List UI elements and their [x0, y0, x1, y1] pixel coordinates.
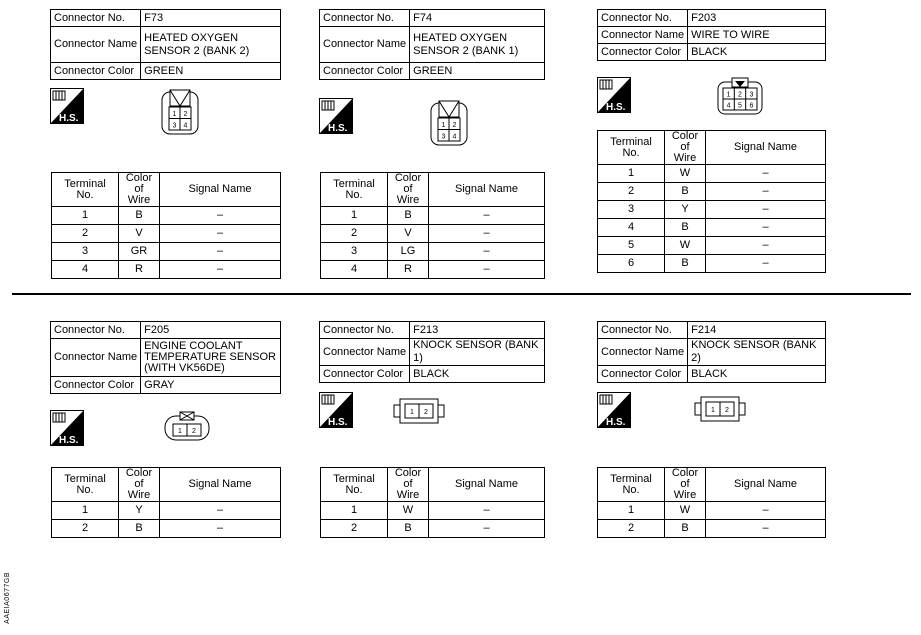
connector-info-f73: Connector No. F73 Connector Name HEATED OXYGEN SENSOR 2 (BANK 2) Connector Color GREEN	[50, 9, 281, 80]
svg-text:1: 1	[410, 409, 414, 416]
svg-text:2: 2	[738, 91, 742, 99]
table-row: 4 B –	[598, 219, 826, 237]
table-row: 1 W –	[598, 502, 826, 520]
connector-face-f203	[716, 76, 764, 116]
svg-text:3: 3	[441, 133, 446, 141]
terminal-table-f214: Terminal No. Color of Wire Signal Name 1 W – 2 B –	[597, 467, 826, 538]
table-row: 3 LG –	[321, 243, 545, 261]
connector-face-f213	[392, 396, 446, 426]
table-row: 2 V –	[321, 225, 545, 243]
svg-text:3: 3	[749, 91, 754, 99]
connector-face-f73	[159, 88, 201, 136]
svg-text:1: 1	[711, 407, 715, 414]
table-row: 2 V –	[52, 225, 281, 243]
svg-text:2: 2	[424, 409, 428, 416]
svg-text:4: 4	[183, 122, 188, 130]
figure-code: AAEIA0677GB	[4, 572, 11, 624]
table-row: 6 B –	[598, 255, 826, 273]
svg-text:2: 2	[452, 122, 457, 129]
connector-info-f74: Connector No. F74 Connector Name HEATED OXYGEN SENSOR 2 (BANK 1) Connector Color GREEN	[319, 9, 545, 80]
terminal-table-f203: Terminal No. Color of Wire Signal Name 1 W – 2 B – 3 Y – 4 B – 5 W – 6 B –	[597, 130, 826, 273]
svg-text:6: 6	[749, 102, 754, 110]
svg-text:1: 1	[441, 122, 446, 129]
svg-text:H.S.: H.S.	[59, 435, 79, 446]
svg-text:2: 2	[192, 428, 196, 435]
svg-text:2: 2	[725, 407, 729, 414]
section-divider	[12, 293, 911, 295]
table-row: 2 B –	[321, 520, 545, 538]
connector-info-f214: Connector No. F214 Connector Name KNOCK SENSOR (BANK 2) Connector Color BLACK	[597, 321, 826, 383]
table-row: 2 B –	[598, 183, 826, 201]
connector-face-f214	[693, 394, 747, 424]
connector-info-f203: Connector No. F203 Connector Name WIRE TO WIRE Connector Color BLACK	[597, 9, 826, 61]
terminal-table-f74: Terminal No. Color of Wire Signal Name 1 B – 2 V – 3 LG – 4 R –	[320, 172, 545, 279]
svg-text:4: 4	[726, 102, 731, 110]
table-row: 2 B –	[52, 520, 281, 538]
table-row: 3 GR –	[52, 243, 281, 261]
svg-text:2: 2	[183, 111, 188, 118]
table-row: 1 W –	[321, 502, 545, 520]
svg-text:H.S.: H.S.	[59, 113, 79, 124]
svg-text:3: 3	[172, 122, 177, 130]
table-row: 2 B –	[598, 520, 826, 538]
harness-side-icon	[597, 392, 631, 428]
table-row: 1 W –	[598, 165, 826, 183]
harness-side-icon	[319, 392, 353, 428]
svg-text:1: 1	[172, 111, 177, 118]
table-row: 4 R –	[52, 261, 281, 279]
table-row: 1 B –	[52, 207, 281, 225]
svg-text:H.S.: H.S.	[606, 102, 626, 113]
terminal-table-f213: Terminal No. Color of Wire Signal Name 1 W – 2 B –	[320, 467, 545, 538]
table-row: 1 B –	[321, 207, 545, 225]
svg-text:H.S.: H.S.	[328, 417, 348, 428]
svg-text:1: 1	[178, 428, 182, 435]
svg-text:4: 4	[452, 133, 457, 141]
connector-face-f205	[163, 410, 211, 442]
svg-text:1: 1	[726, 91, 731, 99]
table-row: 3 Y –	[598, 201, 826, 219]
svg-text:H.S.: H.S.	[328, 123, 348, 134]
terminal-table-f205: Terminal No. Color of Wire Signal Name 1 Y – 2 B –	[51, 467, 281, 538]
table-row: 5 W –	[598, 237, 826, 255]
table-row: 1 Y –	[52, 502, 281, 520]
svg-text:H.S.: H.S.	[606, 417, 626, 428]
terminal-table-f73: Terminal No. Color of Wire Signal Name 1 B – 2 V – 3 GR – 4 R –	[51, 172, 281, 279]
harness-side-icon	[319, 98, 353, 134]
connector-face-f74	[428, 99, 470, 147]
harness-side-icon	[50, 88, 84, 124]
connector-info-f213: Connector No. F213 Connector Name KNOCK SENSOR (BANK 1) Connector Color BLACK	[319, 321, 545, 383]
svg-text:5: 5	[738, 102, 742, 110]
connector-info-f205: Connector No. F205 Connector Name ENGINE COOLANT TEMPERATURE SENSOR (WITH VK56DE) Connector Color GRAY	[50, 321, 281, 394]
harness-side-icon	[597, 77, 631, 113]
harness-side-icon	[50, 410, 84, 446]
table-row: 4 R –	[321, 261, 545, 279]
